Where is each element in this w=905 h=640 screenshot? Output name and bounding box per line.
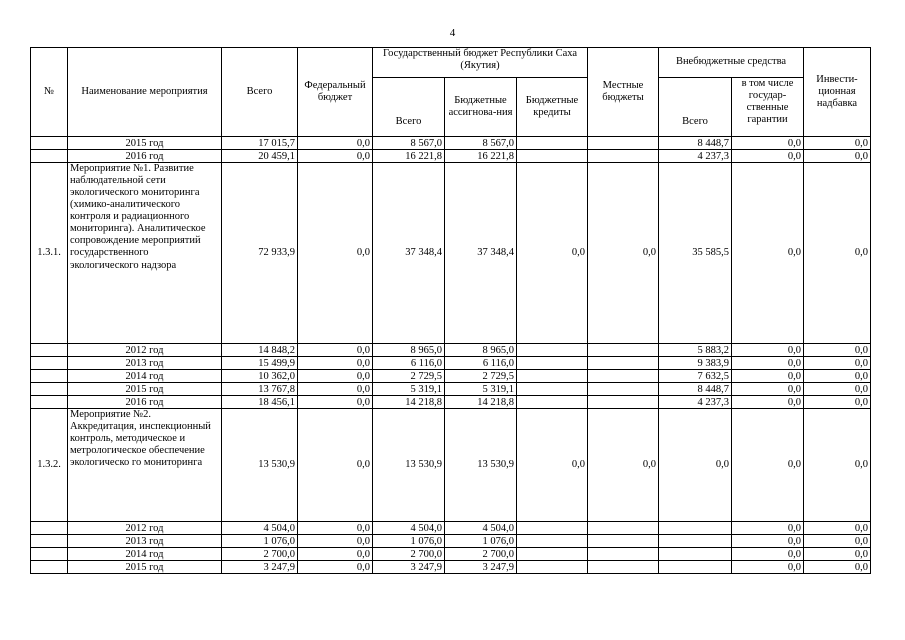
cell-state-credit	[517, 370, 588, 383]
cell-total: 20 459,1	[222, 150, 298, 163]
year-label: 2012 год	[68, 344, 222, 357]
header-extra-guar: в том числе государ-ственные гарантии	[732, 78, 804, 137]
header-federal: Федеральный бюджет	[298, 48, 373, 137]
cell-state-credit	[517, 344, 588, 357]
year-label: 2013 год	[68, 357, 222, 370]
cell-extra-guar: 0,0	[732, 370, 804, 383]
year-label: 2016 год	[68, 396, 222, 409]
cell-state-alloc: 2 700,0	[445, 548, 517, 561]
cell-federal: 0,0	[298, 396, 373, 409]
cell-federal: 0,0	[298, 522, 373, 535]
table-row	[31, 535, 871, 548]
item-name-cell	[68, 163, 222, 344]
cell-extra-guar: 0,0	[732, 548, 804, 561]
year-label: 2014 год	[68, 548, 222, 561]
cell-federal: 0,0	[298, 409, 373, 522]
cell-state-credit	[517, 548, 588, 561]
cell-extra-total: 4 237,3	[659, 150, 732, 163]
cell-state-credit: 0,0	[517, 409, 588, 522]
year-label: 2012 год	[68, 522, 222, 535]
cell-state-credit	[517, 561, 588, 574]
cell-invest: 0,0	[804, 548, 871, 561]
cell-state-total: 37 348,4	[373, 163, 445, 344]
cell-federal: 0,0	[298, 548, 373, 561]
item-code: 1.3.2.	[31, 409, 68, 522]
cell-state-total: 2 729,5	[373, 370, 445, 383]
cell-state-total: 6 116,0	[373, 357, 445, 370]
cell-local	[588, 150, 659, 163]
cell-federal: 0,0	[298, 344, 373, 357]
cell-state-alloc: 16 221,8	[445, 150, 517, 163]
cell-extra-total: 0,0	[659, 409, 732, 522]
cell-extra-guar: 0,0	[732, 150, 804, 163]
cell-invest: 0,0	[804, 357, 871, 370]
cell-total: 13 767,8	[222, 383, 298, 396]
header-name: Наименование мероприятия	[68, 48, 222, 137]
table-row	[31, 370, 871, 383]
cell-invest: 0,0	[804, 137, 871, 150]
table-row	[31, 137, 871, 150]
cell-state-credit	[517, 150, 588, 163]
cell-state-credit	[517, 137, 588, 150]
cell-total: 3 247,9	[222, 561, 298, 574]
cell-extra-total: 8 448,7	[659, 383, 732, 396]
table-row	[31, 396, 871, 409]
cell-local	[588, 396, 659, 409]
cell-local	[588, 535, 659, 548]
cell-state-alloc: 1 076,0	[445, 535, 517, 548]
cell-invest: 0,0	[804, 561, 871, 574]
cell-state-total: 4 504,0	[373, 522, 445, 535]
cell-local: 0,0	[588, 163, 659, 344]
cell-invest: 0,0	[804, 150, 871, 163]
header-extra-total: Всего	[659, 78, 732, 137]
cell-federal: 0,0	[298, 163, 373, 344]
cell-state-total: 8 965,0	[373, 344, 445, 357]
cell-state-alloc: 8 965,0	[445, 344, 517, 357]
cell-local	[588, 522, 659, 535]
cell-total: 1 076,0	[222, 535, 298, 548]
header-no: №	[31, 48, 68, 137]
cell-state-credit	[517, 383, 588, 396]
cell-state-alloc: 8 567,0	[445, 137, 517, 150]
table-row	[31, 344, 871, 357]
cell-state-total: 2 700,0	[373, 548, 445, 561]
cell-extra-total	[659, 548, 732, 561]
cell-extra-total	[659, 522, 732, 535]
cell-invest: 0,0	[804, 396, 871, 409]
cell-state-credit: 0,0	[517, 163, 588, 344]
year-label: 2013 год	[68, 535, 222, 548]
cell-invest: 0,0	[804, 409, 871, 522]
cell-local	[588, 370, 659, 383]
cell-federal: 0,0	[298, 357, 373, 370]
cell-federal: 0,0	[298, 561, 373, 574]
item-row	[31, 163, 871, 344]
cell-state-credit	[517, 522, 588, 535]
table-row	[31, 357, 871, 370]
cell-state-alloc: 13 530,9	[445, 409, 517, 522]
cell-state-total: 14 218,8	[373, 396, 445, 409]
cell-local	[588, 383, 659, 396]
page-number: 4	[449, 27, 456, 39]
cell-state-total: 1 076,0	[373, 535, 445, 548]
header-extra-group: Внебюджетные средства	[659, 48, 804, 78]
cell-total: 72 933,9	[222, 163, 298, 344]
header-state-alloc: Бюджетные ассигнова-ния	[445, 78, 517, 137]
cell-total: 14 848,2	[222, 344, 298, 357]
cell-federal: 0,0	[298, 150, 373, 163]
year-label: 2016 год	[68, 150, 222, 163]
cell-federal: 0,0	[298, 383, 373, 396]
cell-state-alloc: 14 218,8	[445, 396, 517, 409]
cell-invest: 0,0	[804, 522, 871, 535]
year-label: 2015 год	[68, 383, 222, 396]
cell-extra-guar: 0,0	[732, 396, 804, 409]
cell-invest: 0,0	[804, 535, 871, 548]
cell-total: 2 700,0	[222, 548, 298, 561]
cell-state-alloc: 4 504,0	[445, 522, 517, 535]
table-header	[31, 48, 871, 137]
year-label: 2014 год	[68, 370, 222, 383]
cell-extra-guar: 0,0	[732, 383, 804, 396]
header-invest: Инвести-ционная надбавка	[804, 48, 871, 137]
item-code: 1.3.1.	[31, 163, 68, 344]
cell-federal: 0,0	[298, 137, 373, 150]
item-name: Мероприятие №1. Развитие наблюдательной сети экологического мониторинга (химико-аналитического контроля и радиационного мониторинга). Аналитическое сопровождение мероприятий государственного экологического надзора	[70, 163, 206, 271]
cell-state-total: 8 567,0	[373, 137, 445, 150]
table-row	[31, 383, 871, 396]
cell-extra-guar: 0,0	[732, 344, 804, 357]
cell-extra-guar: 0,0	[732, 409, 804, 522]
header-state-credit: Бюджетные кредиты	[517, 78, 588, 137]
item-row	[31, 409, 871, 522]
cell-extra-guar: 0,0	[732, 522, 804, 535]
cell-extra-guar: 0,0	[732, 163, 804, 344]
cell-extra-total: 4 237,3	[659, 396, 732, 409]
cell-state-total: 5 319,1	[373, 383, 445, 396]
cell-state-credit	[517, 396, 588, 409]
cell-extra-total: 7 632,5	[659, 370, 732, 383]
cell-state-alloc: 5 319,1	[445, 383, 517, 396]
header-local: Местные бюджеты	[588, 48, 659, 137]
cell-total: 17 015,7	[222, 137, 298, 150]
table-row	[31, 150, 871, 163]
table-row	[31, 522, 871, 535]
cell-state-credit	[517, 535, 588, 548]
cell-extra-guar: 0,0	[732, 535, 804, 548]
cell-local	[588, 561, 659, 574]
cell-state-alloc: 6 116,0	[445, 357, 517, 370]
table-row	[31, 561, 871, 574]
cell-total: 15 499,9	[222, 357, 298, 370]
cell-extra-guar: 0,0	[732, 357, 804, 370]
cell-extra-guar: 0,0	[732, 137, 804, 150]
cell-state-total: 13 530,9	[373, 409, 445, 522]
cell-federal: 0,0	[298, 370, 373, 383]
cell-state-total: 3 247,9	[373, 561, 445, 574]
cell-extra-total: 5 883,2	[659, 344, 732, 357]
header-state-group: Государственный бюджет Республики Саха (Якутия)	[373, 48, 588, 78]
cell-extra-total: 9 383,9	[659, 357, 732, 370]
cell-state-alloc: 3 247,9	[445, 561, 517, 574]
header-state-total: Всего	[373, 78, 445, 137]
cell-extra-total: 35 585,5	[659, 163, 732, 344]
cell-local	[588, 344, 659, 357]
cell-state-credit	[517, 357, 588, 370]
cell-local	[588, 137, 659, 150]
item-name-cell	[68, 409, 222, 522]
cell-total: 4 504,0	[222, 522, 298, 535]
cell-extra-total	[659, 561, 732, 574]
year-label: 2015 год	[68, 561, 222, 574]
cell-local	[588, 548, 659, 561]
table-row	[31, 548, 871, 561]
cell-invest: 0,0	[804, 370, 871, 383]
year-label: 2015 год	[68, 137, 222, 150]
cell-local: 0,0	[588, 409, 659, 522]
cell-invest: 0,0	[804, 383, 871, 396]
cell-state-alloc: 2 729,5	[445, 370, 517, 383]
item-name: Мероприятие №2. Аккредитация, инспекционный контроль, методическое и метрологическое обеспечение экологическо го мониторинга	[70, 409, 211, 469]
cell-total: 18 456,1	[222, 396, 298, 409]
cell-total: 10 362,0	[222, 370, 298, 383]
cell-extra-total	[659, 535, 732, 548]
cell-invest: 0,0	[804, 344, 871, 357]
cell-invest: 0,0	[804, 163, 871, 344]
budget-table	[30, 47, 871, 574]
cell-total: 13 530,9	[222, 409, 298, 522]
cell-federal: 0,0	[298, 535, 373, 548]
cell-state-total: 16 221,8	[373, 150, 445, 163]
header-total: Всего	[222, 48, 298, 137]
cell-extra-total: 8 448,7	[659, 137, 732, 150]
cell-local	[588, 357, 659, 370]
cell-state-alloc: 37 348,4	[445, 163, 517, 344]
cell-extra-guar: 0,0	[732, 561, 804, 574]
